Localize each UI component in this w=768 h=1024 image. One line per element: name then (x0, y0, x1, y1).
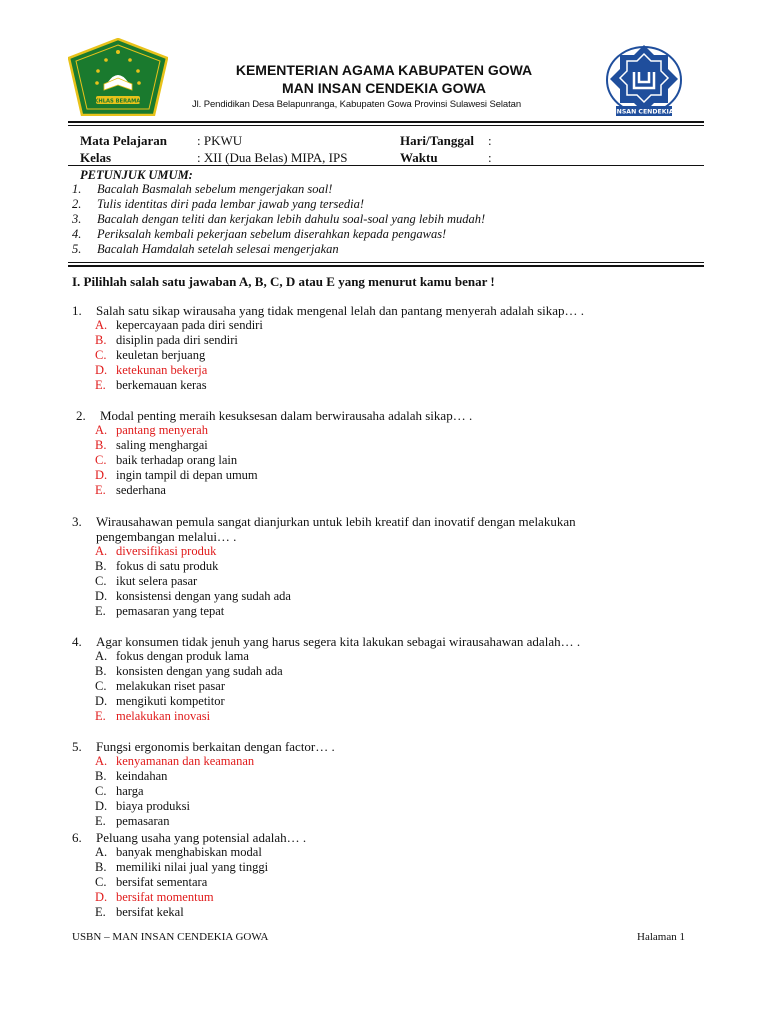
right-logo-text: INSAN CENDEKIA (614, 108, 674, 116)
left-logo-motto: IKHLAS BERAMAL (92, 98, 144, 105)
footer-page-number: Halaman 1 (637, 931, 685, 943)
question-text: Fungsi ergonomis berkaitan dengan factor… . (96, 739, 335, 754)
time-value: : (488, 150, 492, 165)
instruction-number: 1. (72, 182, 82, 196)
school-address: Jl. Pendidikan Desa Belapunranga, Kabupaten Gowa Provinsi Sulawesi Selatan (192, 99, 522, 110)
section-title: I. Pilihlah salah satu jawaban A, B, C, D atau E yang menurut kamu benar ! (72, 274, 495, 289)
instruction-number: 4. (72, 227, 82, 241)
day-label: Hari/Tanggal (400, 133, 474, 148)
identity-divider (68, 165, 704, 166)
instruction-text: Bacalah Basmalah sebelum mengerjakan soal! (97, 182, 333, 196)
instruction-number: 5. (72, 242, 82, 256)
instruction-text: Periksalah kembali pekerjaan sebelum diserahkan kepada pengawas! (97, 227, 447, 241)
class-value: : XII (Dua Belas) MIPA, IPS (197, 150, 348, 165)
day-value: : (488, 133, 492, 148)
instruction-text: Tulis identitas diri pada lembar jawab yang tersedia! (97, 197, 365, 211)
instructions-divider-thin (68, 262, 704, 263)
question-text-continued: pengembangan melalui… . (96, 529, 237, 544)
question-number: 4. (72, 634, 82, 649)
question-number: 6. (72, 830, 82, 845)
subject-value: : PKWU (197, 133, 243, 148)
ministry-title: KEMENTERIAN AGAMA KABUPATEN GOWA (235, 62, 533, 78)
header-divider-thick (68, 121, 704, 123)
question-text: Modal penting meraih kesuksesan dalam berwirausaha adalah sikap… . (100, 408, 473, 423)
instructions-title: PETUNJUK UMUM: (80, 168, 193, 182)
subject-label: Mata Pelajaran (80, 133, 168, 148)
question-text: Agar konsumen tidak jenuh yang harus segera kita lakukan sebagai wirausahawan adalah… . (96, 634, 581, 649)
instruction-number: 2. (72, 197, 82, 211)
instruction-number: 3. (72, 212, 82, 226)
question-number: 1. (72, 303, 82, 318)
header-divider-thin (68, 125, 704, 126)
school-title: MAN INSAN CENDEKIA GOWA (281, 80, 487, 96)
instructions-divider-thick (68, 265, 704, 267)
time-label: Waktu (400, 150, 438, 165)
question-text: Peluang usaha yang potensial adalah… . (96, 830, 307, 845)
footer-exam-name: USBN – MAN INSAN CENDEKIA GOWA (72, 931, 269, 943)
class-label: Kelas (80, 150, 112, 165)
instruction-text: Bacalah Hamdalah setelah selesai mengerjakan (97, 242, 339, 256)
question-number: 3. (72, 514, 82, 529)
question-text: Salah satu sikap wirausaha yang tidak mengenal lelah dan pantang menyerah adalah sikap… . (96, 303, 585, 318)
question-number: 2. (76, 408, 86, 423)
instruction-text: Bacalah dengan teliti dan kerjakan lebih dahulu soal-soal yang lebih mudah! (97, 212, 486, 226)
question-number: 5. (72, 739, 82, 754)
question-text: Wirausahawan pemula sangat dianjurkan untuk lebih kreatif dan inovatif dengan melakukan (96, 514, 576, 529)
